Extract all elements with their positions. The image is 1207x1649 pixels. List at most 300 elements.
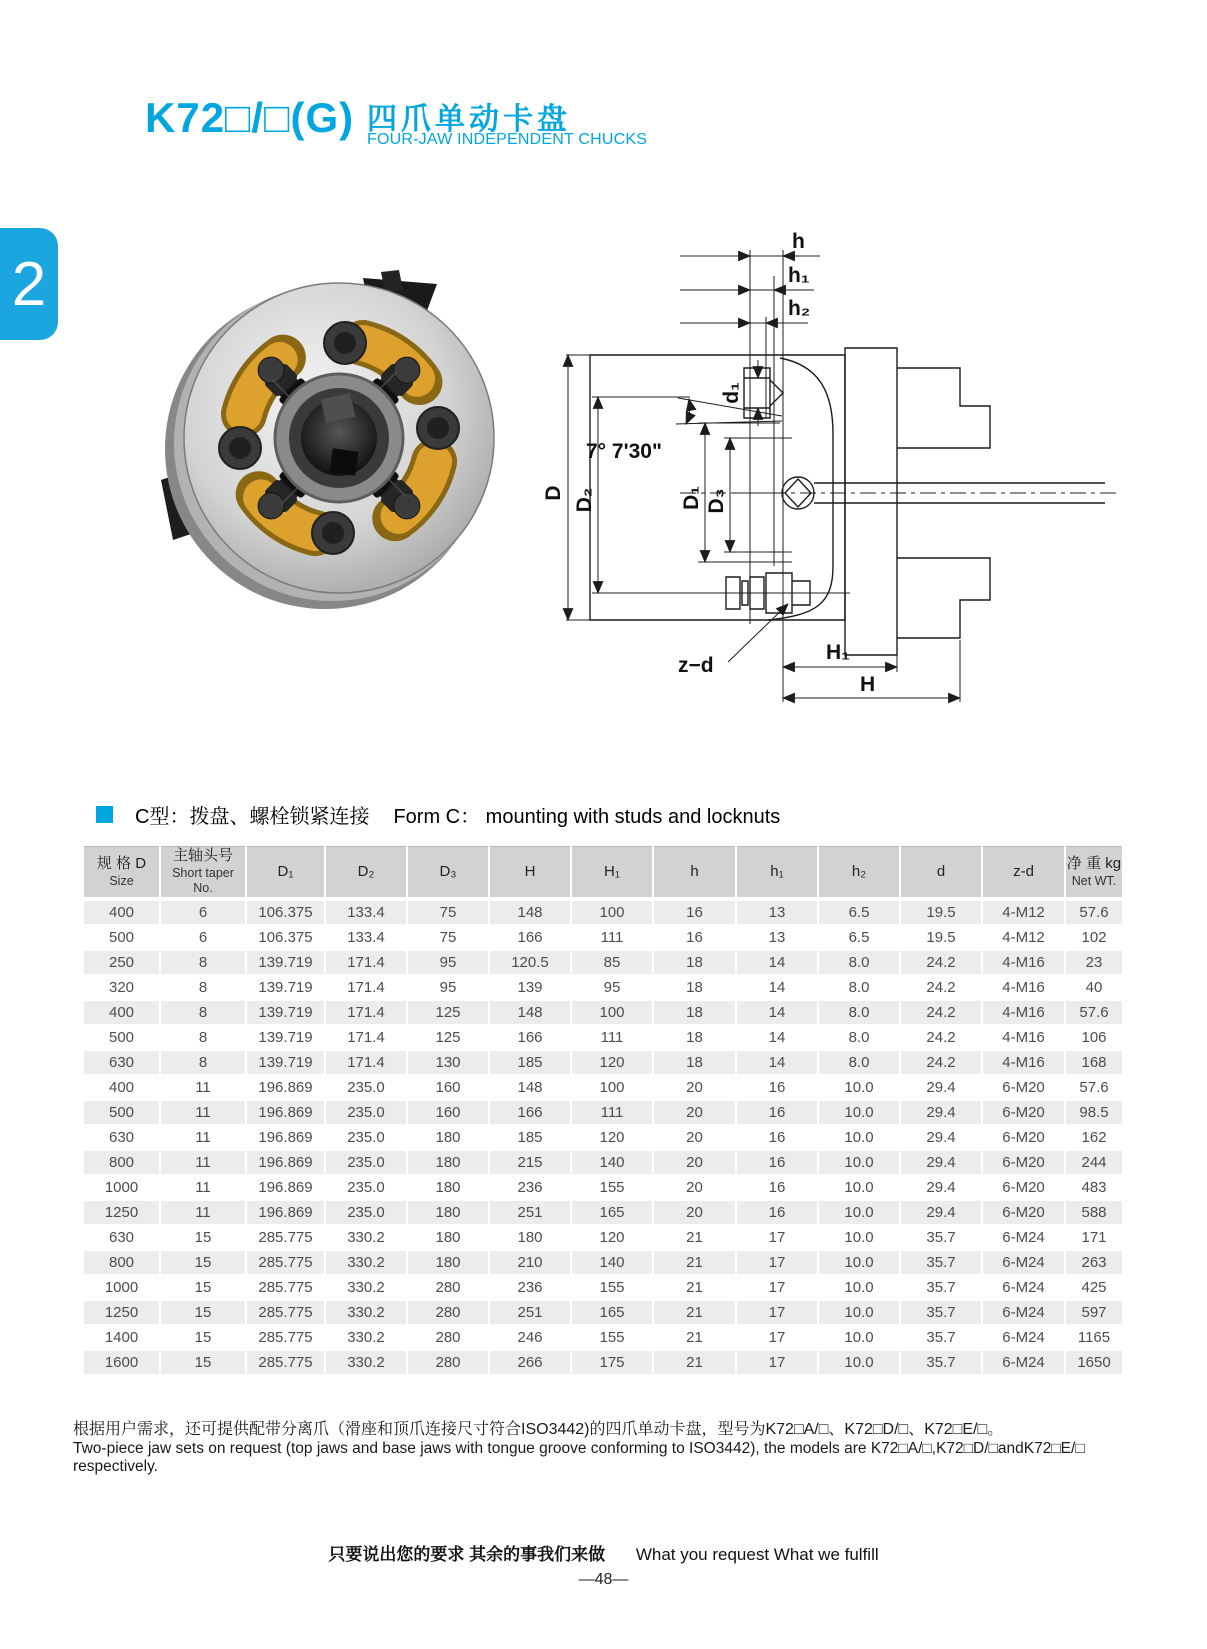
table-cell: 35.7 bbox=[900, 1250, 982, 1275]
table-cell: 14 bbox=[736, 1050, 818, 1075]
table-cell: 285.775 bbox=[246, 1275, 325, 1300]
table-cell: 17 bbox=[736, 1350, 818, 1375]
stud-and-locknuts bbox=[592, 573, 850, 613]
table-cell: 120 bbox=[571, 1225, 653, 1250]
table-cell: 500 bbox=[84, 1025, 160, 1050]
table-row bbox=[84, 1175, 1122, 1200]
page-number: —48— bbox=[578, 1571, 629, 1588]
dim-d1 bbox=[720, 360, 758, 426]
wrench-socket bbox=[680, 477, 1118, 509]
table-cell: 251 bbox=[489, 1300, 571, 1325]
table-header-row bbox=[84, 847, 1122, 900]
table-cell: 171 bbox=[1065, 1225, 1122, 1250]
table-cell: 1250 bbox=[84, 1300, 160, 1325]
table-cell: 800 bbox=[84, 1250, 160, 1275]
table-cell: 330.2 bbox=[325, 1325, 407, 1350]
table-row bbox=[84, 1200, 1122, 1225]
table-row bbox=[84, 1350, 1122, 1375]
table-cell: 16 bbox=[736, 1125, 818, 1150]
table-cell: 400 bbox=[84, 899, 160, 925]
table-cell: 85 bbox=[571, 950, 653, 975]
table-cell: 98.5 bbox=[1065, 1100, 1122, 1125]
note-zh: 根据用户需求，还可提供配带分离爪（滑座和顶爪连接尺寸符合ISO3442)的四爪单动卡盘，型号为K72□A/□、K72□D/□、K72□E/□。 bbox=[73, 1421, 1004, 1438]
table-cell: 4-M12 bbox=[982, 925, 1065, 950]
table-cell: 185 bbox=[489, 1050, 571, 1075]
table-cell: 235.0 bbox=[325, 1100, 407, 1125]
table-cell: 21 bbox=[653, 1275, 736, 1300]
technical-drawing bbox=[530, 210, 1130, 710]
table-cell: 285.775 bbox=[246, 1325, 325, 1350]
table-cell: 8.0 bbox=[818, 975, 900, 1000]
table-cell: 185 bbox=[489, 1125, 571, 1150]
table-cell: 4-M16 bbox=[982, 975, 1065, 1000]
table-row bbox=[84, 899, 1122, 925]
dim-label-D3: D₃ bbox=[705, 488, 728, 514]
column-header: h bbox=[653, 847, 736, 900]
table-cell: 630 bbox=[84, 1050, 160, 1075]
table-cell: 180 bbox=[407, 1125, 489, 1150]
table-cell: 4-M12 bbox=[982, 899, 1065, 925]
table-cell: 155 bbox=[571, 1175, 653, 1200]
column-header: z-d bbox=[982, 847, 1065, 900]
dim-D1 bbox=[680, 423, 705, 562]
table-cell: 285.775 bbox=[246, 1225, 325, 1250]
table-cell: 100 bbox=[571, 1075, 653, 1100]
table-cell: 800 bbox=[84, 1150, 160, 1175]
table-cell: 57.6 bbox=[1065, 899, 1122, 925]
table-cell: 21 bbox=[653, 1350, 736, 1375]
table-cell: 15 bbox=[160, 1350, 246, 1375]
table-cell: 35.7 bbox=[900, 1325, 982, 1350]
table-cell: 29.4 bbox=[900, 1150, 982, 1175]
table-cell: 500 bbox=[84, 1100, 160, 1125]
table-cell: 6-M24 bbox=[982, 1325, 1065, 1350]
table-cell: 320 bbox=[84, 975, 160, 1000]
table-cell: 102 bbox=[1065, 925, 1122, 950]
table-cell: 24.2 bbox=[900, 1000, 982, 1025]
dim-label-H: H bbox=[860, 673, 876, 696]
table-cell: 24.2 bbox=[900, 1025, 982, 1050]
table-cell: 6 bbox=[160, 925, 246, 950]
table-cell: 6 bbox=[160, 899, 246, 925]
table-cell: 8.0 bbox=[818, 1000, 900, 1025]
table-cell: 13 bbox=[736, 925, 818, 950]
table-cell: 330.2 bbox=[325, 1225, 407, 1250]
table-cell: 16 bbox=[736, 1200, 818, 1225]
table-cell: 168 bbox=[1065, 1050, 1122, 1075]
table-cell: 630 bbox=[84, 1225, 160, 1250]
table-cell: 21 bbox=[653, 1325, 736, 1350]
table-cell: 29.4 bbox=[900, 1100, 982, 1125]
table-cell: 251 bbox=[489, 1200, 571, 1225]
column-header: D₁ bbox=[246, 847, 325, 900]
table-cell: 75 bbox=[407, 899, 489, 925]
table-cell: 139.719 bbox=[246, 975, 325, 1000]
table-cell: 196.869 bbox=[246, 1100, 325, 1125]
table-cell: 10.0 bbox=[818, 1250, 900, 1275]
table-cell: 10.0 bbox=[818, 1200, 900, 1225]
table-cell: 35.7 bbox=[900, 1225, 982, 1250]
table-cell: 95 bbox=[407, 975, 489, 1000]
table-cell: 597 bbox=[1065, 1300, 1122, 1325]
table-cell: 16 bbox=[736, 1150, 818, 1175]
table-cell: 160 bbox=[407, 1100, 489, 1125]
table-cell: 11 bbox=[160, 1150, 246, 1175]
table-cell: 18 bbox=[653, 950, 736, 975]
table-cell: 75 bbox=[407, 925, 489, 950]
dim-h1 bbox=[680, 264, 814, 290]
table-cell: 280 bbox=[407, 1300, 489, 1325]
dim-label-D2: D₂ bbox=[573, 487, 596, 513]
table-cell: 20 bbox=[653, 1150, 736, 1175]
table-cell: 21 bbox=[653, 1250, 736, 1275]
table-cell: 15 bbox=[160, 1275, 246, 1300]
table-cell: 18 bbox=[653, 1025, 736, 1050]
table-cell: 425 bbox=[1065, 1275, 1122, 1300]
spec-table bbox=[84, 846, 1122, 1376]
column-header: d bbox=[900, 847, 982, 900]
table-cell: 1600 bbox=[84, 1350, 160, 1375]
table-cell: 106.375 bbox=[246, 899, 325, 925]
table-row bbox=[84, 1000, 1122, 1025]
section-title-en: Form C： mounting with studs and locknuts bbox=[393, 806, 781, 828]
table-cell: 6-M24 bbox=[982, 1225, 1065, 1250]
table-cell: 16 bbox=[736, 1075, 818, 1100]
table-cell: 16 bbox=[653, 925, 736, 950]
table-row bbox=[84, 1225, 1122, 1250]
table-cell: 6-M20 bbox=[982, 1100, 1065, 1125]
table-row bbox=[84, 1275, 1122, 1300]
table-cell: 20 bbox=[653, 1075, 736, 1100]
table-cell: 1400 bbox=[84, 1325, 160, 1350]
table-cell: 166 bbox=[489, 1100, 571, 1125]
table-cell: 17 bbox=[736, 1275, 818, 1300]
table-cell: 29.4 bbox=[900, 1175, 982, 1200]
dim-label-D1: D₁ bbox=[680, 486, 703, 510]
table-cell: 10.0 bbox=[818, 1125, 900, 1150]
table-cell: 11 bbox=[160, 1125, 246, 1150]
table-cell: 6-M20 bbox=[982, 1200, 1065, 1225]
table-cell: 16 bbox=[736, 1175, 818, 1200]
table-cell: 483 bbox=[1065, 1175, 1122, 1200]
table-cell: 400 bbox=[84, 1000, 160, 1025]
chapter-tab bbox=[0, 228, 58, 340]
table-cell: 18 bbox=[653, 975, 736, 1000]
table-cell: 111 bbox=[571, 1100, 653, 1125]
table-cell: 196.869 bbox=[246, 1075, 325, 1100]
table-cell: 10.0 bbox=[818, 1150, 900, 1175]
table-cell: 6-M20 bbox=[982, 1150, 1065, 1175]
table-cell: 171.4 bbox=[325, 1050, 407, 1075]
table-cell: 11 bbox=[160, 1200, 246, 1225]
note-en: Two-piece jaw sets on request (top jaws and base jaws with tongue groove conforming to ISO3442), the models are K72□A/□,K72□D/□andK72□E/□ respectively. bbox=[73, 1440, 1085, 1475]
table-cell: 6.5 bbox=[818, 925, 900, 950]
table-cell: 14 bbox=[736, 1025, 818, 1050]
table-cell: 106 bbox=[1065, 1025, 1122, 1050]
table-row bbox=[84, 1300, 1122, 1325]
table-cell: 180 bbox=[407, 1150, 489, 1175]
section-bullet-icon bbox=[96, 806, 113, 823]
table-row bbox=[84, 925, 1122, 950]
table-cell: 10.0 bbox=[818, 1275, 900, 1300]
table-row bbox=[84, 1100, 1122, 1125]
table-cell: 20 bbox=[653, 1100, 736, 1125]
table-cell: 6-M20 bbox=[982, 1125, 1065, 1150]
table-cell: 285.775 bbox=[246, 1300, 325, 1325]
table-cell: 13 bbox=[736, 899, 818, 925]
dim-H bbox=[783, 673, 960, 698]
table-cell: 120 bbox=[571, 1050, 653, 1075]
table-cell: 20 bbox=[653, 1125, 736, 1150]
table-cell: 285.775 bbox=[246, 1250, 325, 1275]
table-cell: 10.0 bbox=[818, 1075, 900, 1100]
table-cell: 263 bbox=[1065, 1250, 1122, 1275]
table-cell: 17 bbox=[736, 1300, 818, 1325]
table-cell: 400 bbox=[84, 1075, 160, 1100]
table-cell: 133.4 bbox=[325, 899, 407, 925]
table-cell: 17 bbox=[736, 1325, 818, 1350]
table-cell: 180 bbox=[489, 1225, 571, 1250]
table-cell: 246 bbox=[489, 1325, 571, 1350]
table-cell: 630 bbox=[84, 1125, 160, 1150]
table-cell: 8.0 bbox=[818, 950, 900, 975]
dim-D3 bbox=[705, 438, 730, 552]
table-cell: 4-M16 bbox=[982, 1025, 1065, 1050]
table-cell: 165 bbox=[571, 1300, 653, 1325]
table-cell: 139.719 bbox=[246, 1025, 325, 1050]
table-cell: 8 bbox=[160, 975, 246, 1000]
table-cell: 8 bbox=[160, 950, 246, 975]
table-cell: 4-M16 bbox=[982, 950, 1065, 975]
table-cell: 14 bbox=[736, 1000, 818, 1025]
table-row bbox=[84, 1050, 1122, 1075]
chapter-number: 2 bbox=[11, 249, 47, 319]
table-cell: 160 bbox=[407, 1075, 489, 1100]
table-cell: 16 bbox=[653, 899, 736, 925]
table-row bbox=[84, 1150, 1122, 1175]
table-cell: 139.719 bbox=[246, 950, 325, 975]
table-cell: 235.0 bbox=[325, 1150, 407, 1175]
dim-label-d1: d₁ bbox=[720, 382, 743, 404]
table-cell: 24.2 bbox=[900, 975, 982, 1000]
table-cell: 4-M16 bbox=[982, 1000, 1065, 1025]
table-cell: 180 bbox=[407, 1250, 489, 1275]
table-cell: 8 bbox=[160, 1000, 246, 1025]
table-cell: 111 bbox=[571, 1025, 653, 1050]
table-row bbox=[84, 950, 1122, 975]
table-cell: 236 bbox=[489, 1175, 571, 1200]
dim-D bbox=[542, 355, 568, 620]
table-cell: 330.2 bbox=[325, 1350, 407, 1375]
table-cell: 11 bbox=[160, 1075, 246, 1100]
table-cell: 1250 bbox=[84, 1200, 160, 1225]
table-cell: 10.0 bbox=[818, 1175, 900, 1200]
extension-lines bbox=[566, 355, 960, 702]
table-cell: 166 bbox=[489, 925, 571, 950]
callout-zd bbox=[678, 604, 788, 677]
column-header: H₁ bbox=[571, 847, 653, 900]
table-cell: 20 bbox=[653, 1200, 736, 1225]
table-cell: 100 bbox=[571, 1000, 653, 1025]
table-cell: 10.0 bbox=[818, 1100, 900, 1125]
angle-label: 7° 7'30" bbox=[586, 440, 662, 463]
table-cell: 29.4 bbox=[900, 1075, 982, 1100]
column-header: 规 格 D Size bbox=[84, 847, 160, 900]
table-cell: 244 bbox=[1065, 1150, 1122, 1175]
table-cell: 1650 bbox=[1065, 1350, 1122, 1375]
table-cell: 120.5 bbox=[489, 950, 571, 975]
table-cell: 95 bbox=[407, 950, 489, 975]
table-cell: 10.0 bbox=[818, 1225, 900, 1250]
table-cell: 17 bbox=[736, 1225, 818, 1250]
center-bore bbox=[275, 374, 403, 502]
table-cell: 140 bbox=[571, 1150, 653, 1175]
table-cell: 215 bbox=[489, 1150, 571, 1175]
table-cell: 6-M24 bbox=[982, 1350, 1065, 1375]
callout-label-zd: z−d bbox=[678, 654, 714, 677]
column-header: 净 重 kg Net WT. bbox=[1065, 847, 1122, 900]
table-cell: 180 bbox=[407, 1225, 489, 1250]
table-cell: 6-M20 bbox=[982, 1175, 1065, 1200]
table-cell: 21 bbox=[653, 1225, 736, 1250]
table-cell: 10.0 bbox=[818, 1325, 900, 1350]
table-cell: 125 bbox=[407, 1000, 489, 1025]
dim-h2 bbox=[680, 297, 810, 323]
table-cell: 4-M16 bbox=[982, 1050, 1065, 1075]
table-cell: 148 bbox=[489, 1000, 571, 1025]
page-title-zh: 四爪单动卡盘 bbox=[367, 103, 571, 136]
table-cell: 266 bbox=[489, 1350, 571, 1375]
table-cell: 6-M24 bbox=[982, 1275, 1065, 1300]
dim-label-H1: H₁ bbox=[826, 641, 850, 664]
column-header: h₁ bbox=[736, 847, 818, 900]
table-row bbox=[84, 975, 1122, 1000]
table-cell: 175 bbox=[571, 1350, 653, 1375]
table-cell: 155 bbox=[571, 1325, 653, 1350]
column-header: 主轴头号 Short taper No. bbox=[160, 847, 246, 900]
tagline-en: What you request What we fulfill bbox=[635, 1545, 879, 1564]
table-cell: 196.869 bbox=[246, 1175, 325, 1200]
table-cell: 19.5 bbox=[900, 925, 982, 950]
column-header: H bbox=[489, 847, 571, 900]
chuck-photo bbox=[135, 268, 515, 620]
table-cell: 35.7 bbox=[900, 1350, 982, 1375]
table-cell: 35.7 bbox=[900, 1300, 982, 1325]
table-cell: 280 bbox=[407, 1350, 489, 1375]
table-cell: 139.719 bbox=[246, 1000, 325, 1025]
table-cell: 1165 bbox=[1065, 1325, 1122, 1350]
column-header: D₂ bbox=[325, 847, 407, 900]
table-cell: 1000 bbox=[84, 1275, 160, 1300]
table-cell: 15 bbox=[160, 1225, 246, 1250]
table-body bbox=[84, 899, 1122, 1375]
dim-D2 bbox=[573, 397, 598, 593]
table-cell: 106.375 bbox=[246, 925, 325, 950]
table-row bbox=[84, 1075, 1122, 1100]
table-cell: 171.4 bbox=[325, 950, 407, 975]
table-cell: 155 bbox=[571, 1275, 653, 1300]
table-cell: 14 bbox=[736, 950, 818, 975]
table-cell: 1000 bbox=[84, 1175, 160, 1200]
form-section-heading bbox=[96, 800, 780, 829]
table-cell: 8.0 bbox=[818, 1025, 900, 1050]
footer-tagline bbox=[0, 1540, 1207, 1565]
tagline-zh: 只要说出您的要求 其余的事我们来做 bbox=[328, 1545, 606, 1564]
table-cell: 95 bbox=[571, 975, 653, 1000]
table-cell: 20 bbox=[653, 1175, 736, 1200]
table-cell: 210 bbox=[489, 1250, 571, 1275]
table-cell: 171.4 bbox=[325, 1025, 407, 1050]
table-cell: 120 bbox=[571, 1125, 653, 1150]
table-cell: 10.0 bbox=[818, 1300, 900, 1325]
table-cell: 15 bbox=[160, 1300, 246, 1325]
table-cell: 196.869 bbox=[246, 1150, 325, 1175]
table-cell: 29.4 bbox=[900, 1200, 982, 1225]
table-cell: 500 bbox=[84, 925, 160, 950]
table-cell: 35.7 bbox=[900, 1275, 982, 1300]
table-cell: 23 bbox=[1065, 950, 1122, 975]
table-cell: 330.2 bbox=[325, 1250, 407, 1275]
table-cell: 330.2 bbox=[325, 1275, 407, 1300]
table-cell: 235.0 bbox=[325, 1175, 407, 1200]
table-cell: 57.6 bbox=[1065, 1075, 1122, 1100]
table-cell: 139 bbox=[489, 975, 571, 1000]
table-cell: 180 bbox=[407, 1200, 489, 1225]
dim-label-h: h bbox=[792, 230, 805, 253]
table-row bbox=[84, 1250, 1122, 1275]
table-cell: 330.2 bbox=[325, 1300, 407, 1325]
table-cell: 165 bbox=[571, 1200, 653, 1225]
table-cell: 40 bbox=[1065, 975, 1122, 1000]
table-cell: 8.0 bbox=[818, 1050, 900, 1075]
table-cell: 57.6 bbox=[1065, 1000, 1122, 1025]
table-cell: 24.2 bbox=[900, 950, 982, 975]
table-cell: 125 bbox=[407, 1025, 489, 1050]
column-header: h₂ bbox=[818, 847, 900, 900]
table-cell: 235.0 bbox=[325, 1200, 407, 1225]
table-cell: 15 bbox=[160, 1250, 246, 1275]
table-cell: 588 bbox=[1065, 1200, 1122, 1225]
table-cell: 130 bbox=[407, 1050, 489, 1075]
dim-label-D: D bbox=[542, 485, 565, 501]
table-cell: 15 bbox=[160, 1325, 246, 1350]
page-title-en: FOUR-JAW INDEPENDENT CHUCKS bbox=[367, 131, 648, 148]
table-cell: 16 bbox=[736, 1100, 818, 1125]
table-cell: 285.775 bbox=[246, 1350, 325, 1375]
table-cell: 196.869 bbox=[246, 1125, 325, 1150]
table-cell: 250 bbox=[84, 950, 160, 975]
table-cell: 111 bbox=[571, 925, 653, 950]
table-cell: 133.4 bbox=[325, 925, 407, 950]
table-cell: 6-M24 bbox=[982, 1300, 1065, 1325]
table-row bbox=[84, 1025, 1122, 1050]
table-cell: 6-M20 bbox=[982, 1075, 1065, 1100]
table-cell: 171.4 bbox=[325, 975, 407, 1000]
table-cell: 148 bbox=[489, 899, 571, 925]
table-cell: 17 bbox=[736, 1250, 818, 1275]
table-cell: 8 bbox=[160, 1025, 246, 1050]
table-cell: 8 bbox=[160, 1050, 246, 1075]
dim-label-h2: h₂ bbox=[788, 297, 811, 320]
section-title-zh: C型：拨盘、螺栓锁紧连接 bbox=[135, 806, 370, 828]
dim-H1 bbox=[783, 641, 897, 667]
table-cell: 24.2 bbox=[900, 1050, 982, 1075]
table-cell: 162 bbox=[1065, 1125, 1122, 1150]
dim-label-h1: h₁ bbox=[788, 264, 810, 287]
table-cell: 280 bbox=[407, 1275, 489, 1300]
table-cell: 6-M24 bbox=[982, 1250, 1065, 1275]
table-cell: 139.719 bbox=[246, 1050, 325, 1075]
